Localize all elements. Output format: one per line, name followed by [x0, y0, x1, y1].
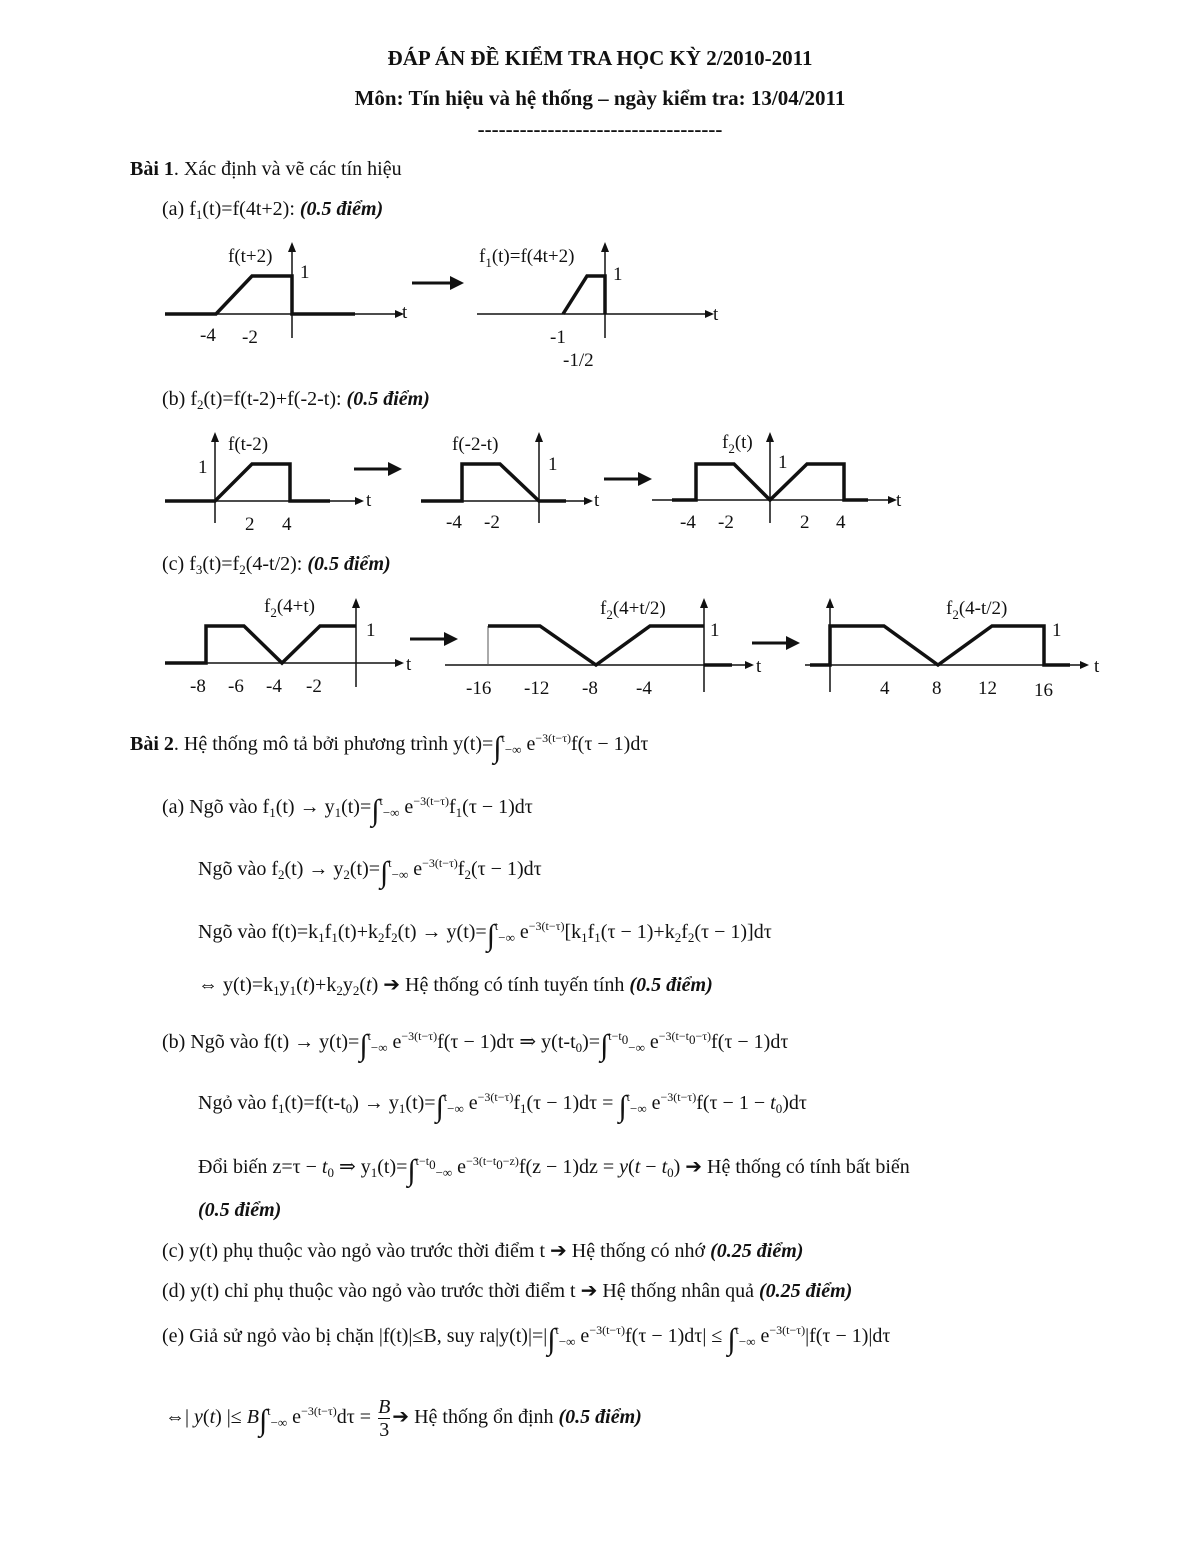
bai2-b-points: (0.5 điểm)	[198, 1199, 282, 1221]
plot-b2	[416, 428, 616, 538]
bai1-part-a: (a) $f_1(t)=f(4t+2)$: (0.5 điểm)	[162, 198, 384, 222]
plot-b3-tick: 2	[800, 512, 810, 533]
arrow-icon	[352, 458, 412, 480]
plot-b3-tick: -2	[718, 512, 734, 533]
bai2-b-line2: Ngỏ vào $f_1(t)=f(t-t_0) \to y_1(t)=\int^t_{-\infty}$ $e^{-3(t-\tau)}f_1(\tau - 1)d\tau = \int^t_{-\infty}$ $e^{-3(t-\tau)}f(\tau - 1 - t_0)d\tau$	[198, 1090, 807, 1123]
plot-c1-one: 1	[366, 620, 376, 641]
plot-c3-one: 1	[1052, 620, 1062, 641]
plot-b2-t: t	[594, 490, 600, 511]
plot-a2-one: 1	[613, 264, 623, 285]
plot-c3-tick: 8	[932, 678, 942, 699]
bai2-f-line: ⇔| y(t) |≤ B∫$^t_{-\infty}$ $e^{-3(t-\tau)}d\tau$ = $\frac{B}{3}$ ➔ Hệ thống ổn định (0.5 điểm)	[165, 1396, 642, 1441]
plot-c1-tick: -8	[190, 676, 206, 697]
plot-c3-tick: 16	[1034, 680, 1053, 701]
plot-c2-t: t	[756, 656, 762, 677]
plot-c3-t: t	[1094, 656, 1100, 677]
bai1-part-b: (b) $f_2(t)=f(t-2)+f(-2-t)$: (0.5 điểm)	[162, 388, 430, 412]
plot-b3	[650, 428, 915, 538]
plot-b1	[160, 428, 375, 538]
plot-c2-one: 1	[710, 620, 720, 641]
bai2-e-line: (e) Giả sử ngỏ vào bị chặn |f(t)|≤B, suy ra|y(t)|=|∫$^t_{-\infty}$ $e^{-3(t-\tau)}f(\tau - 1)d\tau| \le \int^t_{-\infty}$ $e^{-3(t-\tau)}|f(\tau - 1)|d\tau$	[162, 1323, 891, 1356]
plot-c1-t: t	[406, 654, 412, 675]
bai2-b-line3: Đổi biến $z=\tau - t_0$ ⇒ $y_1(t)=\int^{t-t_0}_{-\infty}$ $e^{-3(t-t_0-z)}f(z - 1)dz = y(t - t_0)$ ➔ Hệ thống có tính bất biến	[198, 1154, 910, 1187]
plot-a1-tick: -2	[242, 327, 258, 348]
plot-c1-tick: -4	[266, 676, 282, 697]
plot-a1-t: t	[402, 302, 408, 323]
plot-b1-one: 1	[198, 457, 208, 478]
arrow-icon	[410, 272, 470, 294]
plot-c1-label: $f_2(4+t)$	[264, 596, 315, 620]
plot-b3-label: $f_2(t)$	[722, 432, 753, 456]
plot-b1-tick: 4	[282, 514, 292, 535]
bai1-heading: Bài 1. Xác định và vẽ các tín hiệu	[130, 158, 402, 180]
subject-line: Môn: Tín hiệu và hệ thống – ngày kiểm tra: 13/04/2011	[354, 86, 846, 110]
plot-b2-label: f(-2-t)	[452, 434, 499, 455]
bai2-a-line3: Ngõ vào $f(t)=k_1f_1(t)+k_2f_2(t) \to y(t)=\int^t_{-\infty}$ $e^{-3(t-\tau)}[k_1f_1(\tau - 1)+k_2f_2(\tau - 1)]d\tau$	[198, 919, 772, 952]
plot-a1-tick: -4	[200, 325, 216, 346]
plot-a2-label: $f_1(t)=f(4t+2)$	[479, 246, 575, 270]
divider: -----------------------------------	[477, 117, 723, 141]
plot-c3-label: $f_2(4-t/2)$	[946, 598, 1008, 622]
plot-c1	[160, 592, 425, 707]
plot-c2-tick: -12	[524, 678, 550, 699]
plot-b2-tick: -4	[446, 512, 462, 533]
page-title: ĐÁP ÁN ĐỀ KIỂM TRA HỌC KỲ 2/2010-2011	[387, 46, 813, 70]
plot-a1-label: f(t+2)	[228, 246, 273, 267]
plot-a1-one: 1	[300, 262, 310, 283]
plot-b1-label: f(t-2)	[228, 434, 269, 455]
bai1-part-c: (c) $f_3(t)=f_2(4-t/2)$: (0.5 điểm)	[162, 553, 391, 577]
plot-b3-t: t	[896, 490, 902, 511]
plot-c2-tick: -16	[466, 678, 492, 699]
plot-c3	[800, 592, 1110, 707]
bai2-c-line: (c) y(t) phụ thuộc vào ngỏ vào trước thời điểm t ➔ Hệ thống có nhớ (0.25 điểm)	[162, 1240, 804, 1262]
plot-c3-tick: 4	[880, 678, 890, 699]
plot-a1	[160, 238, 420, 353]
bai2-a-line2: Ngõ vào $f_2(t) \to y_2(t)=\int^t_{-\infty}$ $e^{-3(t-\tau)}f_2(\tau - 1)d\tau$	[198, 856, 542, 889]
plot-c2-tick: -8	[582, 678, 598, 699]
bai2-d-line: (d) y(t) chỉ phụ thuộc vào ngỏ vào trước thời điểm t ➔ Hệ thống nhân quả (0.25 điểm)	[162, 1280, 853, 1302]
plot-a2-tick: -1/2	[563, 350, 594, 371]
plot-c3-tick: 12	[978, 678, 997, 699]
plot-a2-t: t	[713, 304, 719, 325]
plot-b1-t: t	[366, 490, 372, 511]
bai2-a-line4: ⇔ $y(t)=k_1y_1(t)+k_2y_2(t)$ ➔ Hệ thống có tính tuyến tính (0.5 điểm)	[198, 974, 713, 998]
plot-c2-label: $f_2(4+t/2)$	[600, 598, 666, 622]
bai2-a-line1: (a) Ngõ vào $f_1(t) \to y_1(t)=\int^t_{-\infty}$ $e^{-3(t-\tau)}f_1(\tau - 1)d\tau$	[162, 794, 533, 827]
plot-b2-one: 1	[548, 454, 558, 475]
plot-c1-tick: -6	[228, 676, 244, 697]
plot-c1-tick: -2	[306, 676, 322, 697]
plot-b2-tick: -2	[484, 512, 500, 533]
plot-b3-tick: -4	[680, 512, 696, 533]
plot-a2	[475, 238, 745, 373]
plot-c2	[440, 592, 770, 707]
plot-b1-tick: 2	[245, 514, 255, 535]
bai2-b-line1: (b) Ngõ vào f(t) → y(t)=∫$^t_{-\infty}$ $e^{-3(t-\tau)}f(\tau - 1)d\tau$ ⇒ $y(t-t_0)=\int^{t-t_0}_{-\infty}$ $e^{-3(t-t_0-\tau)}f(\tau - 1)d\tau$	[162, 1029, 789, 1062]
plot-b3-tick: 4	[836, 512, 846, 533]
plot-c2-tick: -4	[636, 678, 652, 699]
bai2-heading: Bài 2. Hệ thống mô tả bởi phương trình y(t)=∫$^t_{-\infty}$ $e^{-3(t-\tau)}f(\tau - 1)d\tau$	[130, 731, 649, 764]
plot-b3-one: 1	[778, 452, 788, 473]
plot-a2-tick: -1	[550, 327, 566, 348]
